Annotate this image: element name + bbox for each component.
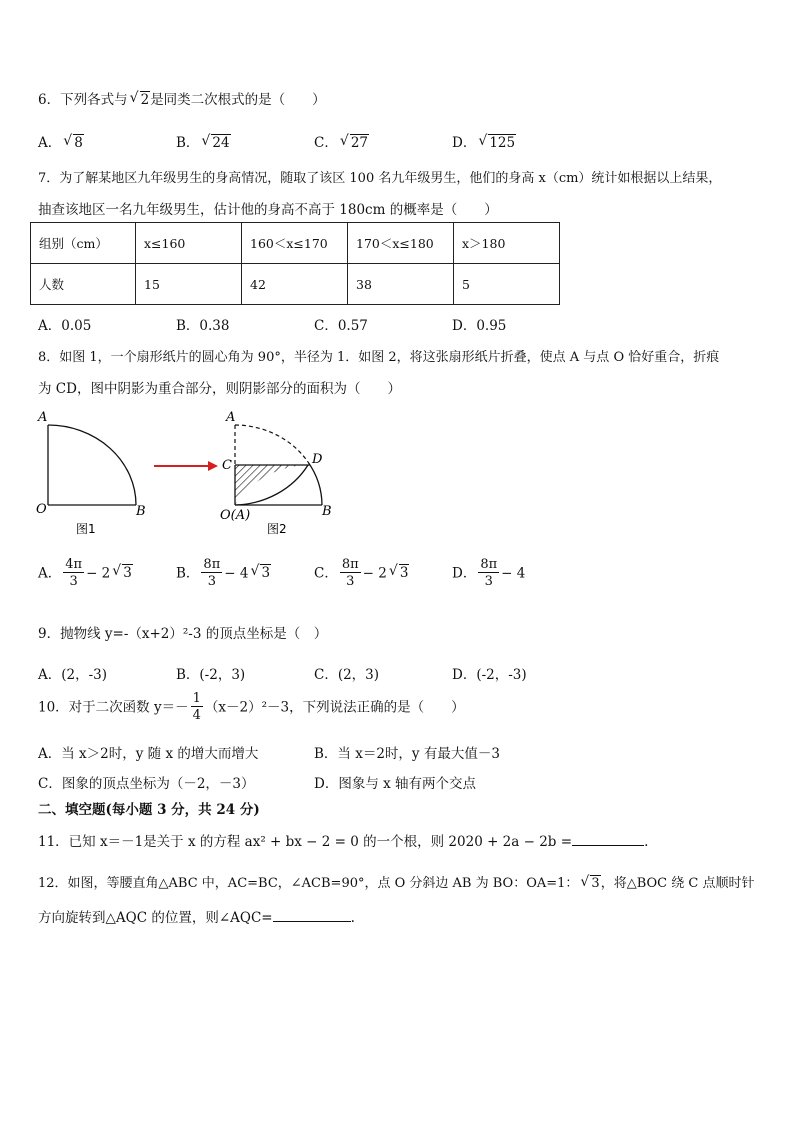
q6-option-a[interactable]: A．√ 8 [38,131,84,151]
height-table [30,222,560,305]
table-cell: x＞180 [454,223,560,264]
q12-stem-line1: 12．如图，等腰直角△ABC 中，AC=BC，∠ACB=90°，点 O 分斜边 AB 为 BO：OA=1：√ 3，将△BOC 绕 C 点顺时针 [38,872,754,891]
table-cell: 人数 [31,264,136,305]
figure-2-caption: 图2 [267,522,287,536]
figure-2 [220,410,332,536]
q8-option-a[interactable]: A． $\frac{4\pi}{3}$ − 2√ 3 [38,558,133,590]
q7-stem-line2: 抽查该地区一名九年级男生，估计他的身高不高于 180cm 的概率是（ ） [38,202,498,218]
arrow-icon [154,461,218,471]
q7-option-a[interactable]: A．0.05 [38,318,92,334]
table-cell: 5 [454,264,560,305]
q12-stem-line2: 方向旋转到△AQC 的位置，则∠AQC= . [38,910,355,926]
q8-stem-line2: 为 CD，图中阴影为重合部分，则阴影部分的面积为（ ） [38,381,401,397]
answer-blank[interactable] [572,833,644,846]
q7-option-c[interactable]: C．0.57 [314,318,368,334]
table-row [31,264,560,305]
section-title: 二、填空题(每小题 3 分，共 24 分) [38,802,260,818]
table-cell: 42 [242,264,348,305]
q8-figures [30,405,390,545]
table-header-row [31,223,560,264]
q8-option-b[interactable]: B． $\frac{8\pi}{3}$ − 4√ 3 [176,558,271,590]
label-b2: B [322,504,332,519]
q9-option-d[interactable]: D．(-2，-3) [452,667,527,683]
q10-option-d[interactable]: D．图象与 x 轴有两个交点 [314,776,477,792]
q9-stem: 9．抛物线 y=-（x+2）²-3 的顶点坐标是（ ） [38,626,328,642]
label-oa: O(A) [220,508,251,523]
q8-option-c[interactable]: C． $\frac{8\pi}{3}$ − 2√ 3 [314,558,409,590]
q10-option-c[interactable]: C．图象的顶点坐标为（－2，－3） [38,776,255,792]
q9-option-c[interactable]: C．(2，3) [314,667,380,683]
table-cell: 160＜x≤170 [242,223,348,264]
q11-stem: 11．已知 x＝－1是关于 x 的方程 ax² + bx − 2 = 0 的一个根，则 2020 + 2a − 2b = . [38,834,649,850]
q9-option-b[interactable]: B．(-2，3) [176,667,246,683]
q10-option-a[interactable]: A．当 x＞2时，y 随 x 的增大而增大 [38,746,259,762]
sqrt-sign: √ 2 [130,92,151,108]
q7-option-b[interactable]: B．0.38 [176,318,230,334]
q6-option-b[interactable]: B．√ 24 [176,131,231,151]
answer-blank[interactable] [273,909,351,922]
label-o: O [36,502,47,517]
q10-option-b[interactable]: B．当 x＝2时，y 有最大值－3 [314,746,500,762]
table-cell: 38 [348,264,454,305]
q6-option-d[interactable]: D．√ 125 [452,131,516,151]
q6-stem: 6．下列各式与√ 2是同类二次根式的是（ ） [38,88,326,108]
q7-stem-line1: 7．为了解某地区九年级男生的身高情况，随取了该区 100 名九年级男生，他们的身高 x（cm）统计如根据以上结果， [38,171,722,186]
q8-stem-line1: 8．如图 1，一个扇形纸片的圆心角为 90°，半径为 1．如图 2，将这张扇形纸片折叠，使点 A 与点 O 恰好重合，折痕 [38,350,720,365]
label-d: D [312,452,323,467]
label-b: B [136,504,146,519]
table-cell: x≤160 [136,223,242,264]
figure-1-caption: 图1 [76,522,96,536]
q6-option-c[interactable]: C．√ 27 [314,131,369,151]
table-cell: 15 [136,264,242,305]
q8-option-d[interactable]: D． $\frac{8\pi}{3}$ − 4 [452,557,526,590]
q9-option-a[interactable]: A．(2，-3) [38,667,108,683]
q7-option-d[interactable]: D．0.95 [452,318,507,334]
table-cell: 组别（cm） [31,223,136,264]
figure-1 [36,410,146,536]
q10-stem: 10．对于二次函数 y＝－ $\frac{1}{4}$ （x－2）²－3，下列说法正确的是（ ） [38,691,465,724]
label-c: C [222,458,232,473]
table-cell: 170＜x≤180 [348,223,454,264]
label-a: A [38,410,48,425]
label-a2: A [226,410,236,425]
